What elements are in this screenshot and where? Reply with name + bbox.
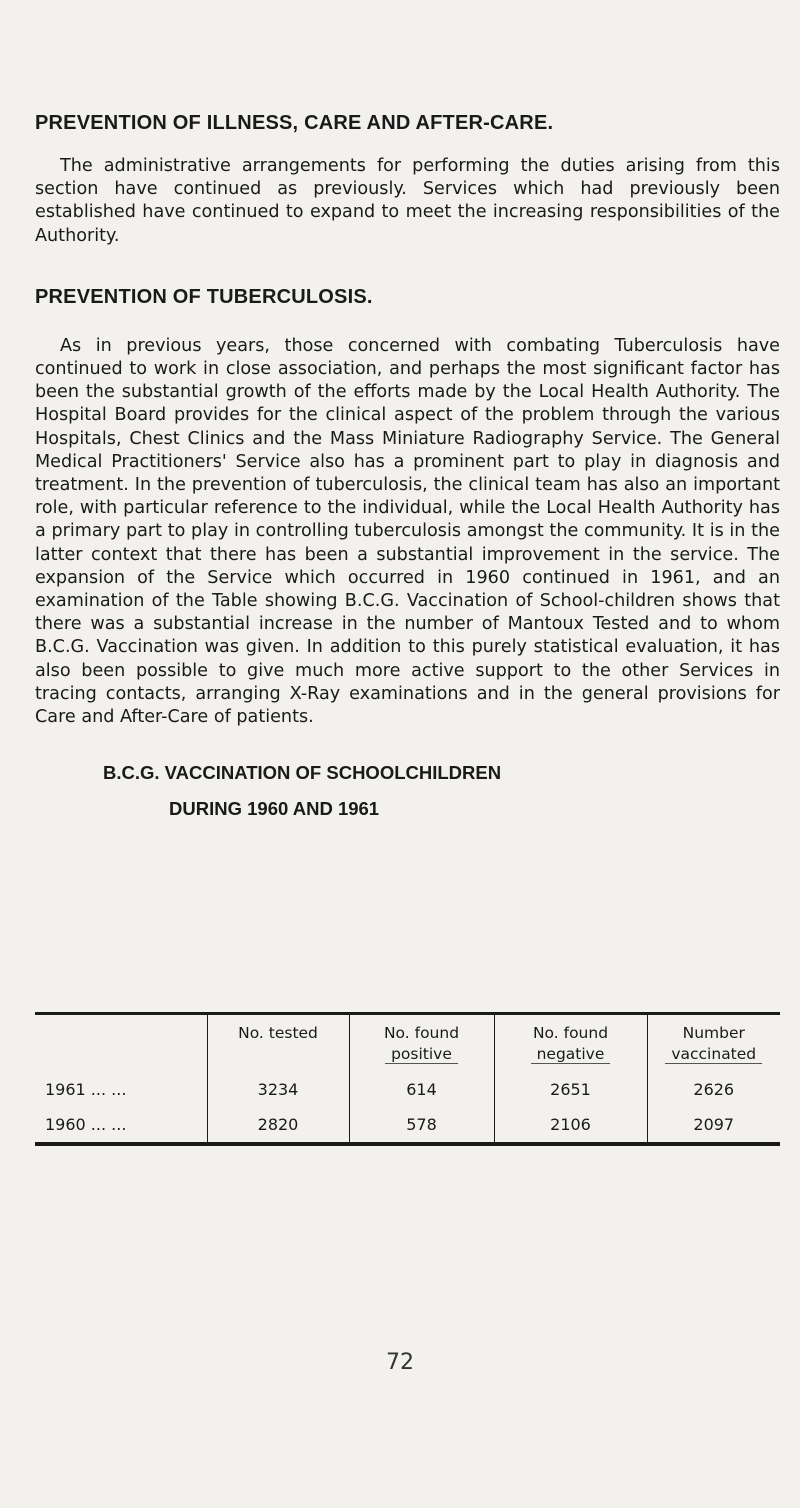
row-tested: 2820	[207, 1107, 349, 1144]
header-positive: No. found positive	[349, 1014, 494, 1066]
page-number: 72	[386, 1350, 414, 1375]
row-positive: 614	[349, 1065, 494, 1107]
page-content	[35, 112, 780, 821]
header-tested: No. tested	[207, 1014, 349, 1066]
intro-paragraph: The administrative arrangements for performing the duties arising from this section have continued as previously. Services which had previously been established have continued to expand to meet the increasing responsibilities of the Authority.	[35, 156, 780, 246]
row-year: 1960 ... ...	[45, 1115, 127, 1134]
header-negative: No. found negative	[494, 1014, 647, 1066]
header-vaccinated: Number vaccinated	[647, 1014, 780, 1066]
table-header-row	[35, 1014, 780, 1066]
row-positive: 578	[349, 1107, 494, 1144]
tuberculosis-paragraph: As in previous years, those concerned with combating Tuberculosis have continued to work in close association, and perhaps the most significant factor has been the substantial growth of the efforts made by the Local Health Authority. The Hospital Board provides for the clinical aspect of the problem through the various Hospitals, Chest Clinics and the Mass Miniature Radiography Service. The General Medical Practitioners' Service also has a prominent part to play in diagnosis and treatment. In the prevention of tuberculosis, the clinical team has also an important role, with particular reference to the individual, while the Local Health Authority has a primary part to play in controlling tuberculosis amongst the community. It is in the latter context that there has been a substantial improvement in the service. The expansion of the Service which occurred in 1960 continued in 1961, and an examination of the Table showing B.C.G. Vaccination of School-children shows that there was a substantial increase in the number of Mantoux Tested and to whom B.C.G. Vaccination was given. In addition to this purely statistical evaluation, it has also been possible to give much more active support to the other Services in tracing contacts, arranging X-Ray examinations and in the general provisions for Care and After-Care of patients.	[35, 335, 780, 728]
row-negative: 2651	[494, 1065, 647, 1107]
table-subtitle: DURING 1960 AND 1961	[169, 798, 380, 820]
table-row	[35, 1065, 780, 1107]
row-negative: 2106	[494, 1107, 647, 1144]
row-year: 1961 ... ...	[45, 1080, 127, 1099]
table-title: B.C.G. VACCINATION OF SCHOOLCHILDREN	[103, 762, 502, 784]
table-row	[35, 1107, 780, 1144]
header-year	[35, 1014, 207, 1066]
bcg-vaccination-table	[35, 1012, 780, 1146]
main-heading: PREVENTION OF ILLNESS, CARE AND AFTER-CARE.	[35, 112, 554, 134]
row-tested: 3234	[207, 1065, 349, 1107]
row-vaccinated: 2626	[647, 1065, 780, 1107]
row-vaccinated: 2097	[647, 1107, 780, 1144]
tuberculosis-heading: PREVENTION OF TUBERCULOSIS.	[35, 285, 373, 308]
